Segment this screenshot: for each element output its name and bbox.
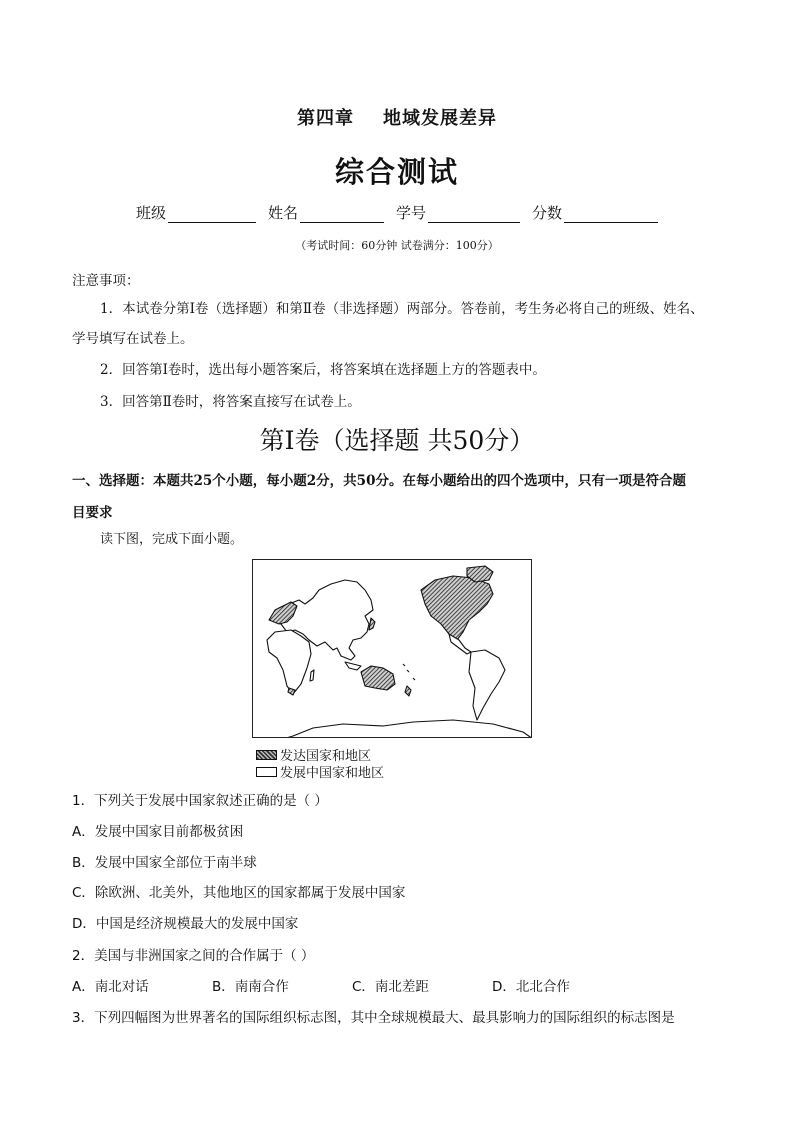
question-1-stem: 1．下列关于发展中国家叙述正确的是（ ）: [72, 793, 328, 809]
question-1-option-c[interactable]: C．除欧洲、北美外，其他地区的国家都属于发展中国家: [72, 885, 406, 901]
field-name-label: 姓名: [268, 204, 299, 222]
student-info-fields: [136, 202, 664, 223]
legend-developing: [256, 762, 384, 781]
field-student-id-blank[interactable]: [428, 206, 520, 223]
legend-swatch-hatched: [256, 750, 277, 760]
question-2-option-c[interactable]: C．南北差距: [352, 979, 429, 995]
chapter-number: 第四章: [296, 108, 354, 129]
field-score-label: 分数: [532, 204, 563, 222]
note-item-1-line-1: 1．本试卷分第Ⅰ卷（选择题）和第Ⅱ卷（非选择题）两部分。答卷前，考生务必将自己的班级、姓名、: [100, 301, 704, 317]
question-1-option-a[interactable]: A．发展中国家目前都极贫困: [72, 824, 244, 840]
africa-landmass: [267, 630, 311, 694]
chapter-heading: [0, 104, 794, 130]
pacific-islands: [403, 664, 415, 680]
field-class: [136, 202, 256, 223]
question-1-option-d[interactable]: D．中国是经济规模最大的发展中国家: [72, 916, 299, 932]
australia: [361, 666, 395, 690]
greenland: [467, 566, 493, 582]
new-zealand: [405, 686, 411, 696]
field-score: [532, 202, 658, 223]
section-intro-line-1: 一、选择题：本题共25个小题，每小题2分，共50分。在每小题给出的四个选项中，只有一项是符合题: [72, 473, 686, 489]
antarctica: [283, 720, 532, 738]
question-2-stem: 2．美国与非洲国家之间的合作属于（ ）: [72, 948, 315, 964]
notes-heading: 注意事项：: [72, 273, 140, 289]
chapter-topic: 地域发展差异: [383, 108, 498, 129]
world-map-svg: [253, 560, 532, 738]
question-2-options: [72, 975, 612, 995]
japan: [369, 618, 375, 630]
field-name: [268, 202, 384, 223]
field-name-blank[interactable]: [300, 206, 384, 223]
note-item-1-line-2: 学号填写在试卷上。: [72, 331, 194, 347]
madagascar: [310, 670, 314, 681]
note-item-2: 2．回答第Ⅰ卷时，选出每小题答案后，将答案填在选择题上方的答题表中。: [100, 362, 546, 378]
legend-developing-label: 发展中国家和地区: [280, 766, 385, 781]
section-title: 第Ⅰ卷（选择题 共50分）: [259, 426, 535, 455]
south-america: [469, 650, 505, 720]
exam-time-info: （考试时间：60分钟 试卷满分：100分）: [295, 239, 499, 252]
field-class-blank[interactable]: [168, 206, 256, 223]
section-intro-line-2: 目要求: [72, 505, 113, 521]
field-student-id: [396, 202, 520, 223]
page-title: 综合测试: [334, 155, 459, 189]
field-score-blank[interactable]: [564, 206, 658, 223]
question-2-option-d[interactable]: D．北北合作: [492, 979, 570, 995]
legend-swatch-blank: [256, 767, 277, 777]
field-student-id-label: 学号: [396, 204, 427, 222]
note-item-3: 3．回答第Ⅱ卷时，将答案直接写在试卷上。: [100, 394, 361, 410]
read-prompt: 读下图，完成下面小题。: [100, 532, 244, 547]
central-america: [449, 634, 471, 654]
field-class-label: 班级: [136, 204, 167, 222]
question-3-stem: 3．下列四幅图为世界著名的国际组织标志图，其中全球规模最大、最具影响力的国际组织的标志图是: [72, 1010, 675, 1026]
question-1-option-b[interactable]: B．发展中国家全部位于南半球: [72, 855, 257, 871]
indonesia: [345, 662, 361, 670]
section-intro: [72, 465, 732, 529]
north-america: [421, 576, 493, 640]
question-2-option-a[interactable]: A．南北对话: [72, 979, 149, 995]
question-2-option-b[interactable]: B．南南合作: [212, 979, 289, 995]
world-map-figure: [252, 559, 532, 738]
legend-developed-label: 发达国家和地区: [280, 749, 372, 764]
